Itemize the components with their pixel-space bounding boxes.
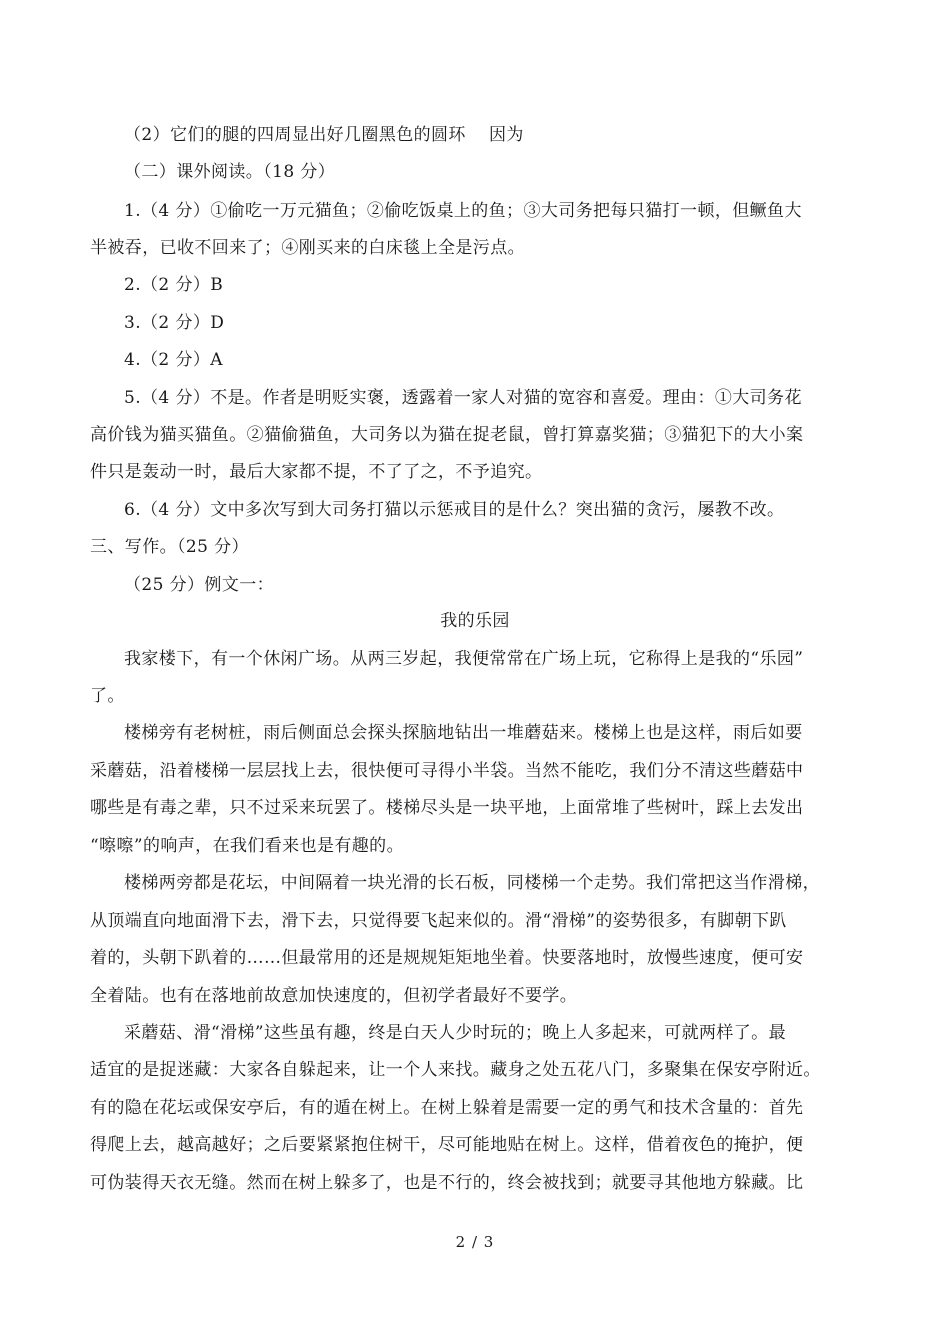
essay-line: 适宜的是捉迷藏：大家各自躲起来，让一个人来找。藏身之处五花八门，多聚集在保安亭附近。	[90, 1060, 821, 1080]
essay-line: 可伪装得天衣无缝。然而在树上躲多了，也是不行的，终会被找到；就要寻其他地方躲藏。比	[90, 1173, 804, 1193]
sample-essay-label: （25 分）例文一：	[124, 575, 275, 595]
answer-line: 高价钱为猫买猫鱼。②猫偷猫鱼，大司务以为猫在捉老鼠，曾打算嘉奖猫；③猫犯下的大小案	[90, 425, 804, 445]
essay-line: 楼梯旁有老树桩，雨后侧面总会探头探脑地钻出一堆蘑菇来。楼梯上也是这样，雨后如要	[124, 723, 803, 743]
section-heading: 三、写作。（25 分）	[90, 537, 249, 557]
essay-line: 从顶端直向地面滑下去，滑下去，只觉得要飞起来似的。滑“滑梯”的姿势很多，有脚朝下趴	[90, 911, 787, 931]
essay-line: 有的隐在花坛或保安亭后，有的遁在树上。在树上躲着是需要一定的勇气和技术含量的：首先	[90, 1098, 804, 1118]
essay-line: 采蘑菇，沿着楼梯一层层找上去，很快便可寻得小半袋。当然不能吃，我们分不清这些蘑菇中	[90, 761, 804, 781]
essay-line: 采蘑菇、滑“滑梯”这些虽有趣，终是白天人少时玩的；晚上人多起来，可就两样了。最	[124, 1023, 786, 1043]
answer-line: 3.（2 分）D	[124, 313, 225, 333]
answer-line: 2.（2 分）B	[124, 275, 224, 295]
essay-line: 楼梯两旁都是花坛，中间隔着一块光滑的长石板，同楼梯一个走势。我们常把这当作滑梯，	[124, 873, 820, 893]
answer-line: 5.（4 分）不是。作者是明贬实褒，透露着一家人对猫的宽容和喜爱。理由：①大司务花	[124, 388, 802, 408]
answer-line: 半被吞，已收不回来了；④刚买来的白床毯上全是污点。	[90, 238, 525, 258]
answer-line: 6.（4 分）文中多次写到大司务打猫以示惩戒目的是什么？突出猫的贪污，屡教不改。	[124, 500, 785, 520]
essay-line: 得爬上去，越高越好；之后要紧紧抱住树干，尽可能地贴在树上。这样，借着夜色的掩护，便	[90, 1135, 804, 1155]
answer-line: 1.（4 分）①偷吃一万元猫鱼；②偷吃饭桌上的鱼；③大司务把每只猫打一顿，但鳜鱼大	[124, 201, 802, 221]
essay-line: 全着陆。也有在落地前故意加快速度的，但初学者最好不要学。	[90, 986, 578, 1006]
answer-line: 件只是轰动一时，最后大家都不提，不了了之，不予追究。	[90, 462, 543, 482]
essay-line: 了。	[90, 686, 125, 706]
answer-line: （2）它们的腿的四周显出好几圈黑色的圆环 因为	[124, 125, 524, 145]
essay-line: 着的，头朝下趴着的……但最常用的还是规规矩矩地坐着。快要落地时，放慢些速度，便可安	[90, 948, 804, 968]
essay-line: 我家楼下，有一个休闲广场。从两三岁起，我便常常在广场上玩，它称得上是我的“乐园”	[124, 649, 804, 669]
essay-title: 我的乐园	[440, 611, 510, 631]
essay-line: 哪些是有毒之辈，只不过采来玩罢了。楼梯尽头是一块平地，上面常堆了些树叶，踩上去发出	[90, 798, 804, 818]
section-heading: （二）课外阅读。（18 分）	[124, 162, 336, 182]
page-number: 2 / 3	[455, 1233, 495, 1251]
answer-line: 4.（2 分）A	[124, 350, 223, 370]
essay-line: “嚓嚓”的响声，在我们看来也是有趣的。	[90, 836, 404, 856]
